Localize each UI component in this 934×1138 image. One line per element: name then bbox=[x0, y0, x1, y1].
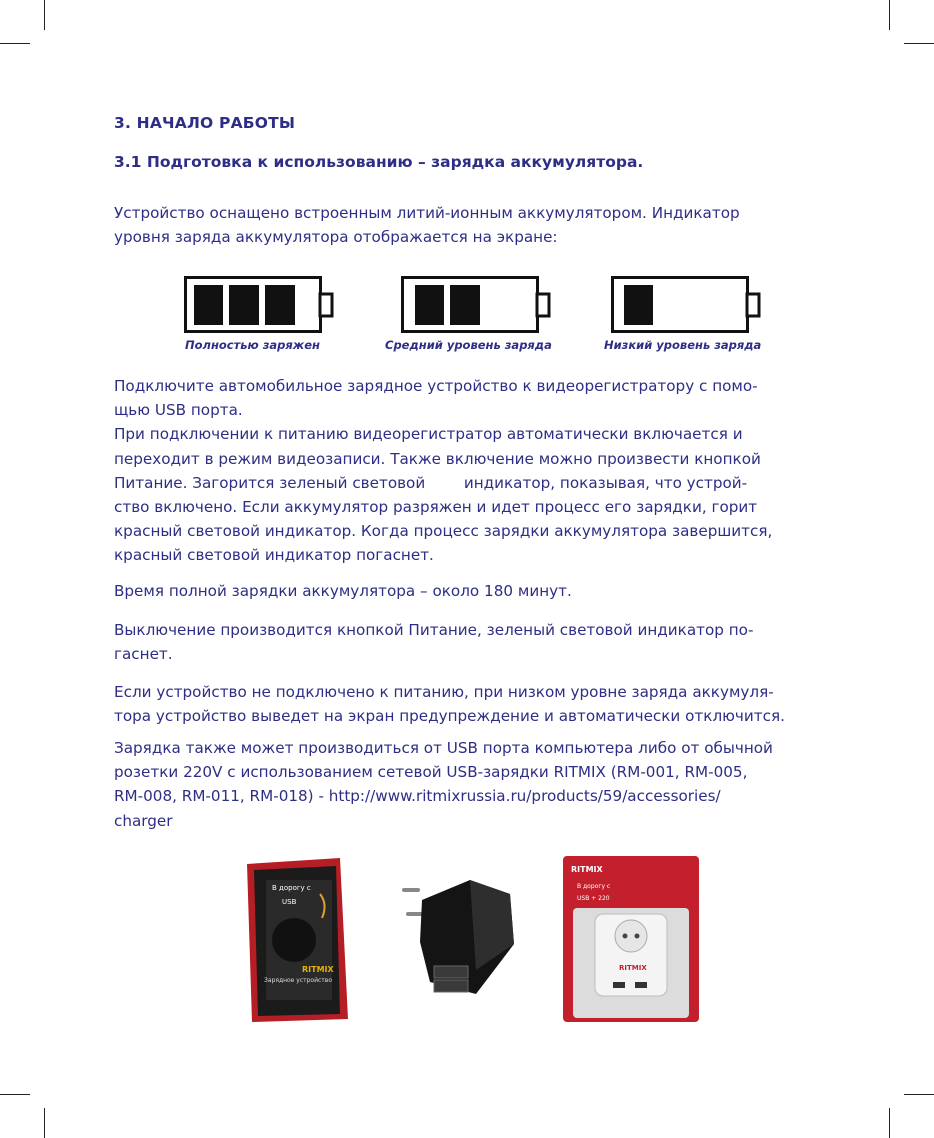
time-paragraph: Время полной зарядки аккумулятора – около 180 минут. bbox=[114, 582, 572, 600]
subsection-title: 3.1 Подготовка к использованию – зарядка аккумулятора. bbox=[114, 153, 644, 171]
svg-text:USB + 220: USB + 220 bbox=[577, 895, 610, 902]
section-title: 3. НАЧАЛО РАБОТЫ bbox=[114, 114, 296, 132]
low-battery-paragraph: Если устройство не подключено к питанию, при низком уровне заряда аккумуля- тора устройство выведет на экран предупреждение и автоматически отключится. bbox=[114, 683, 785, 726]
svg-text:RITMIX: RITMIX bbox=[619, 964, 647, 972]
battery-bar bbox=[265, 285, 295, 325]
battery-full-icon bbox=[184, 276, 334, 334]
battery-bar bbox=[415, 285, 444, 325]
battery-medium-icon bbox=[401, 276, 551, 334]
crop-mark bbox=[44, 1108, 45, 1138]
crop-mark bbox=[904, 43, 934, 44]
svg-text:Зарядное устройство: Зарядное устройство bbox=[264, 977, 333, 984]
crop-mark bbox=[889, 1108, 890, 1138]
battery-low-icon bbox=[611, 276, 761, 334]
battery-label-medium: Средний уровень заряда bbox=[385, 338, 552, 352]
battery-bar bbox=[450, 285, 480, 325]
svg-text:В дорогу с: В дорогу с bbox=[272, 884, 311, 892]
crop-mark bbox=[44, 0, 45, 30]
svg-text:RITMIX: RITMIX bbox=[302, 965, 334, 974]
connect-paragraph: Подключите автомобильное зарядное устройство к видеорегистратору с помо- щью USB порта. При подключении к питанию видеорегистратор автоматически включается и переходит в режим видеозаписи. Также включение можно произвести кнопкой Питание. Загорится зеленый световой индикатор, показывая, что устрой- ство включено. Если аккумулятор разряжен и идет процесс его зарядки, горит красный световой индикатор. Когда процесс зарядки аккумулятора завершится, красный световой индикатор погаснет. bbox=[114, 377, 773, 565]
charger-box-image bbox=[200, 854, 370, 1024]
crop-mark bbox=[0, 43, 30, 44]
svg-text:USB: USB bbox=[282, 898, 297, 906]
battery-bar bbox=[194, 285, 223, 325]
battery-bar bbox=[229, 285, 259, 325]
svg-text:В дорогу с: В дорогу с bbox=[577, 883, 611, 890]
svg-text:RITMIX: RITMIX bbox=[571, 865, 603, 874]
off-paragraph: Выключение производится кнопкой Питание, зеленый световой индикатор по- гаснет. bbox=[114, 621, 754, 664]
crop-mark bbox=[904, 1094, 934, 1095]
intro-paragraph: Устройство оснащено встроенным литий-ионным аккумулятором. Индикатор уровня заряда аккумулятора отображается на экране: bbox=[114, 204, 740, 247]
battery-label-full: Полностью заряжен bbox=[185, 338, 320, 352]
usb-charger-image bbox=[380, 854, 540, 1024]
battery-label-low: Низкий уровень заряда bbox=[604, 338, 762, 352]
crop-mark bbox=[0, 1094, 30, 1095]
usb-charging-paragraph: Зарядка также может производиться от USB порта компьютера либо от обычной розетки 220V с использованием сетевой USB-зарядки RITMIX (RM-001, RM-005, RM-008, RM-011, RM-018) - http://www.ritmixrussia.ru/products/59/accessories/ charger bbox=[114, 739, 773, 830]
adapter-box-image bbox=[555, 854, 710, 1024]
battery-bar bbox=[624, 285, 653, 325]
crop-mark bbox=[889, 0, 890, 30]
